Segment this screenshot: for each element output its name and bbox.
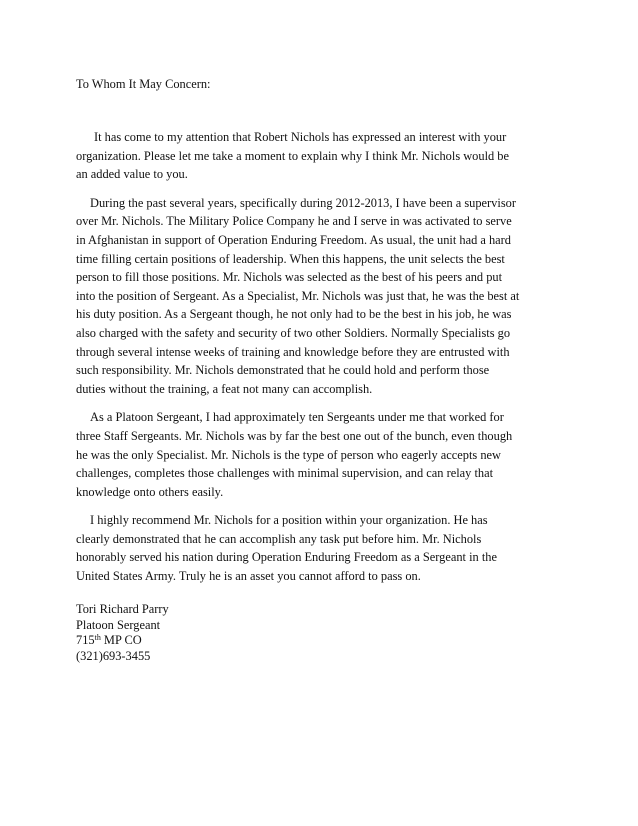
paragraph-line: time filling certain positions of leadership. When this happens, the unit selects the best bbox=[76, 251, 505, 266]
paragraph-line: During the past several years, specifically during 2012-2013, I have been a supervisor bbox=[90, 195, 516, 210]
signer-phone: (321)693-3455 bbox=[76, 648, 151, 663]
paragraph-4 bbox=[76, 511, 552, 585]
paragraph-line: such responsibility. Mr. Nichols demonstrated that he could hold and perform those bbox=[76, 363, 490, 378]
paragraph-line: his duty position. As a Sergeant though, he not only had to be the best in his job, he was bbox=[76, 307, 512, 322]
paragraph-line: into the position of Sergeant. As a Specialist, Mr. Nichols was just that, he was the best at bbox=[76, 288, 520, 303]
paragraph-line: I highly recommend Mr. Nichols for a position within your organization. He has bbox=[90, 513, 488, 528]
paragraph-line: over Mr. Nichols. The Military Police Company he and I serve in was activated to serve bbox=[76, 214, 512, 229]
paragraph-line: clearly demonstrated that he can accomplish any task put before him. Mr. Nichols bbox=[76, 531, 482, 546]
paragraph-line: United States Army. Truly he is an asset you cannot afford to pass on. bbox=[76, 569, 421, 584]
paragraph-line: organization. Please let me take a moment to explain why I think Mr. Nichols would be bbox=[76, 148, 510, 163]
paragraph-line: challenges, completes those challenges with minimal supervision, and can relay that bbox=[76, 466, 494, 481]
paragraph-line: three Staff Sergeants. Mr. Nichols was by far the best one out of the bunch, even though bbox=[76, 428, 513, 443]
paragraph-line: As a Platoon Sergeant, I had approximately ten Sergeants under me that worked for bbox=[90, 410, 504, 425]
unit-ordinal-suffix: th bbox=[94, 633, 101, 643]
paragraph-line: duties without the training, a feat not many can accomplish. bbox=[76, 381, 373, 396]
paragraph-line: through several intense weeks of training and knowledge before they are entrusted with bbox=[76, 344, 510, 359]
paragraph-line: It has come to my attention that Robert Nichols has expressed an interest with your bbox=[94, 130, 507, 144]
letter-body bbox=[76, 128, 552, 596]
unit-number: 715 bbox=[76, 633, 95, 648]
paragraph-line: honorably served his nation during Operation Enduring Freedom as a Sergeant in the bbox=[76, 550, 497, 565]
signer-title: Platoon Sergeant bbox=[76, 617, 161, 632]
paragraph-line: he was the only Specialist. Mr. Nichols is the type of person who eagerly accepts new bbox=[76, 447, 501, 462]
signature-block bbox=[76, 602, 169, 664]
unit-name: MP CO bbox=[100, 633, 142, 648]
paragraph-line: knowledge onto others easily. bbox=[76, 484, 224, 499]
salutation: To Whom It May Concern: bbox=[76, 77, 211, 91]
paragraph-line: person to fill those positions. Mr. Nichols was selected as the best of his peers and put bbox=[76, 270, 503, 285]
paragraph-line: also charged with the safety and security of two other Soldiers. Normally Specialists go bbox=[76, 325, 511, 340]
paragraph-2 bbox=[76, 194, 552, 399]
paragraph-1 bbox=[76, 128, 552, 184]
paragraph-3 bbox=[76, 408, 552, 501]
paragraph-line: an added value to you. bbox=[76, 167, 188, 182]
signer-unit bbox=[76, 633, 169, 649]
signer-name: Tori Richard Parry bbox=[76, 602, 169, 616]
paragraph-line: in Afghanistan in support of Operation Enduring Freedom. As usual, the unit had a hard bbox=[76, 232, 511, 247]
